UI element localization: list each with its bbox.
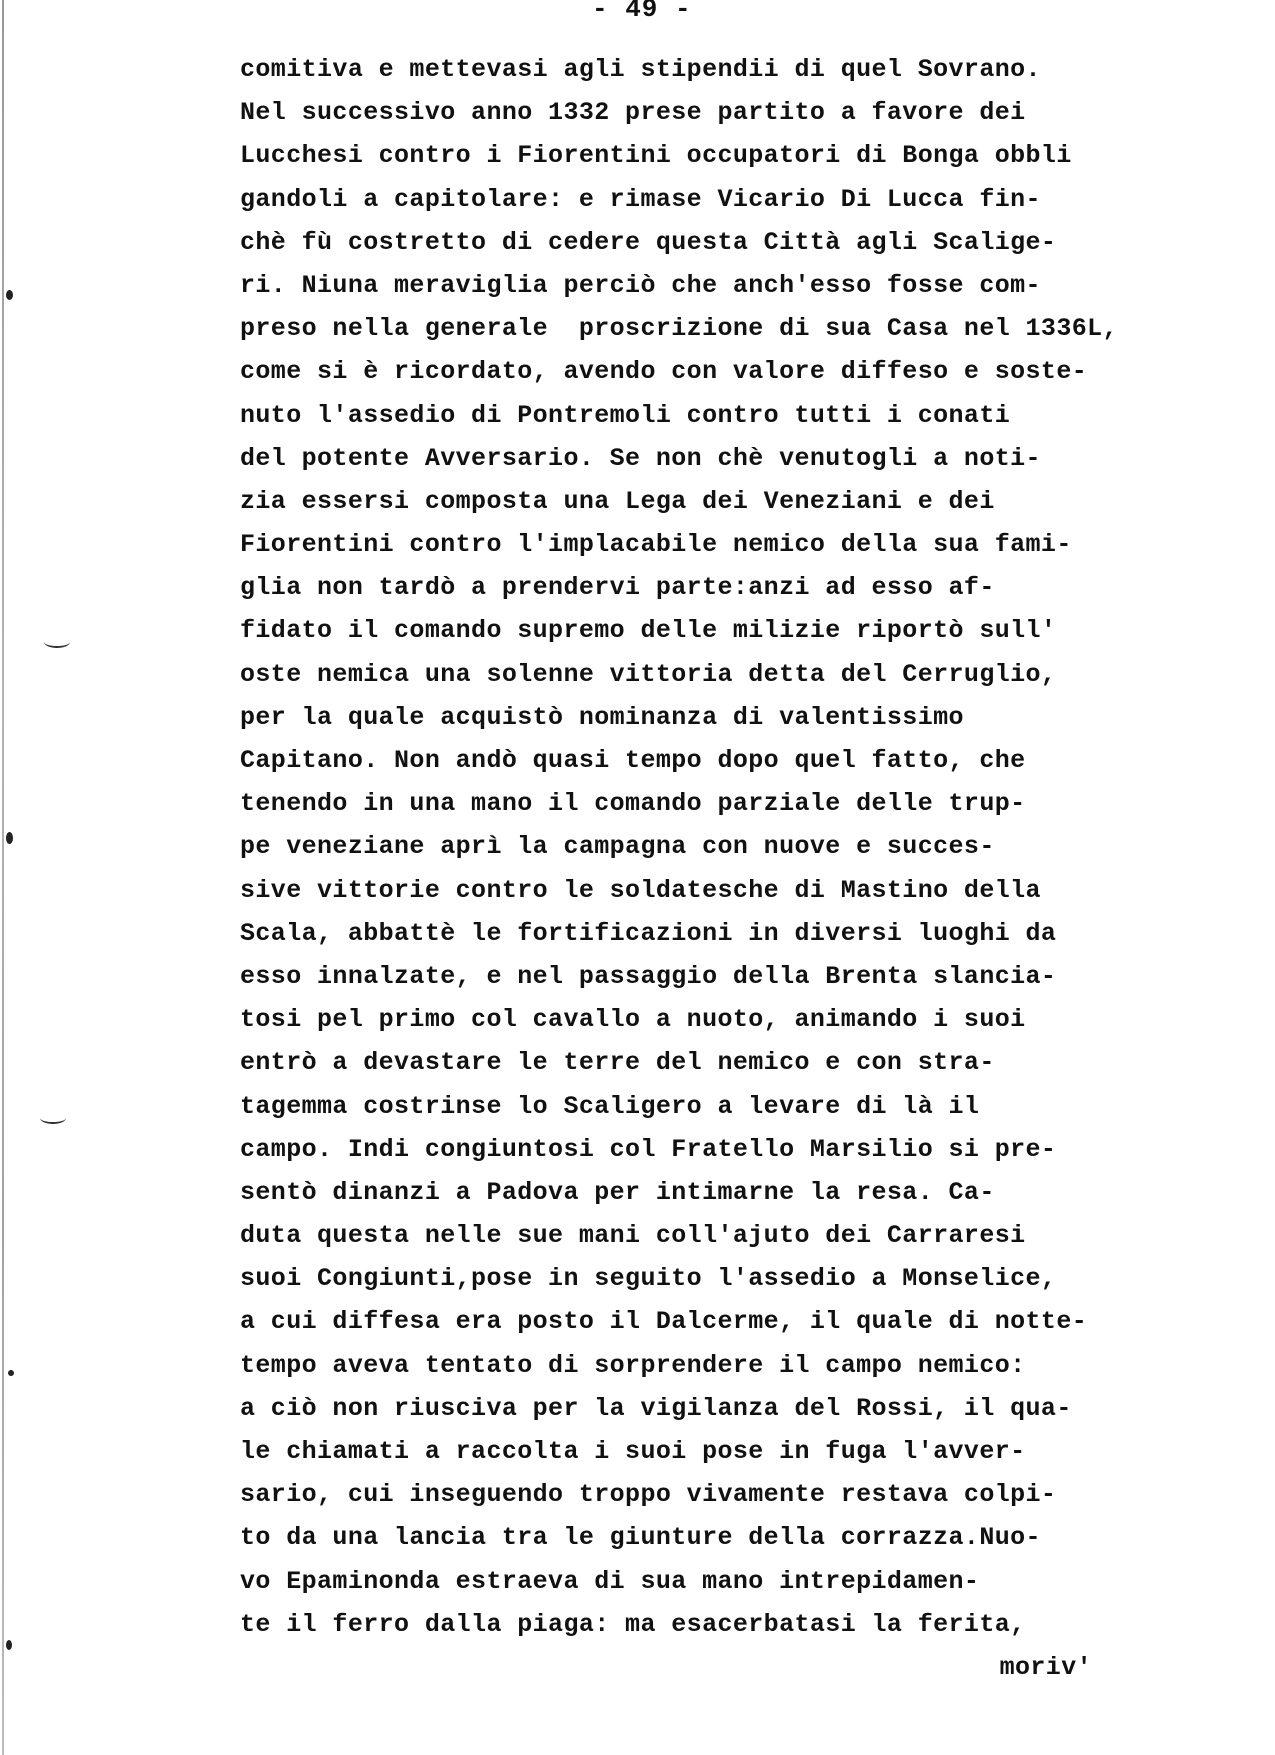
scan-mark xyxy=(40,1112,66,1124)
text-line: pe veneziane aprì la campagna con nuove e succes- xyxy=(240,832,995,862)
text-line: Capitano. Non andò quasi tempo dopo quel fatto, che xyxy=(240,746,1026,775)
text-line: comitiva e mettevasi agli stipendii di quel Sovrano. xyxy=(240,55,1041,84)
text-line: gandoli a capitolare: e rimase Vicario Di Lucca fin- xyxy=(240,184,1041,214)
text-line: oste nemica una solenne vittoria detta del Cerruglio, xyxy=(240,659,1057,689)
text-line: Lucchesi contro i Fiorentini occupatori di Bonga obbli xyxy=(240,141,1072,171)
text-line: sario, cui inseguendo troppo vivamente restava colpi- xyxy=(240,1480,1057,1510)
text-line: campo. Indi congiuntosi col Fratello Marsilio si pre- xyxy=(240,1134,1057,1164)
text-line: a cui diffesa era posto il Dalcerme, il quale di notte- xyxy=(240,1307,1088,1337)
text-line: come si è ricordato, avendo con valore diffeso e soste- xyxy=(240,357,1088,387)
text-line: tenendo in una mano il comando parziale delle trup- xyxy=(240,789,1026,819)
text-line: preso nella generale proscrizione di sua Casa nel 1336L, xyxy=(240,314,1118,344)
text-line: suoi Congiunti,pose in seguito l'assedio a Monselice, xyxy=(240,1264,1057,1294)
text-line: tagemma costrinse lo Scaligero a levare di là il xyxy=(240,1091,980,1121)
text-line: chè fù costretto di cedere questa Città agli Scalige- xyxy=(240,227,1057,257)
scan-speck xyxy=(8,1370,14,1376)
text-line: tempo aveva tentato di sorprendere il campo nemico: xyxy=(240,1350,1026,1380)
text-line: nuto l'assedio di Pontremoli contro tutti i conati xyxy=(240,400,1011,430)
text-line: tosi pel primo col cavallo a nuoto, animando i suoi xyxy=(240,1005,1026,1035)
text-line: del potente Avversario. Se non chè venutogli a noti- xyxy=(240,443,1041,473)
page-number: - 49 - xyxy=(592,0,692,24)
catchword: moriv' xyxy=(999,1652,1092,1682)
text-line: per la quale acquistò nominanza di valentissimo xyxy=(240,702,964,732)
text-line: duta questa nelle sue mani coll'ajuto dei Carraresi xyxy=(240,1221,1026,1251)
text-line: Fiorentini contro l'implacabile nemico della sua fami- xyxy=(240,530,1072,560)
text-line: a ciò non riusciva per la vigilanza del Rossi, il qua- xyxy=(240,1393,1072,1423)
text-line: te il ferro dalla piaga: ma esacerbatasi la ferita, xyxy=(240,1609,1026,1639)
text-line: vo Epaminonda estraeva di sua mano intrepidamen- xyxy=(240,1566,980,1596)
text-line: entrò a devastare le terre del nemico e con stra- xyxy=(240,1048,995,1078)
scan-mark xyxy=(44,636,70,648)
text-line: Scala, abbattè le fortificazioni in diversi luoghi da xyxy=(240,918,1057,948)
text-line: ri. Niuna meraviglia perciò che anch'esso fosse com- xyxy=(240,270,1041,300)
text-line: le chiamati a raccolta i suoi pose in fuga l'avver- xyxy=(240,1437,1026,1466)
text-line: zia essersi composta una Lega dei Veneziani e dei xyxy=(240,486,995,516)
text-line: esso innalzate, e nel passaggio della Brenta slancia- xyxy=(240,961,1057,991)
text-line: sive vittorie contro le soldatesche di Mastino della xyxy=(240,875,1041,905)
scan-speck xyxy=(6,1640,12,1650)
body-text xyxy=(240,48,1120,1689)
scan-speck xyxy=(6,290,13,300)
text-line: fidato il comando supremo delle milizie riportò sull' xyxy=(240,616,1057,646)
scan-margin-edge xyxy=(2,0,4,1755)
text-line: Nel successivo anno 1332 prese partito a favore dei xyxy=(240,98,1026,128)
text-line: sentò dinanzi a Padova per intimarne la resa. Ca- xyxy=(240,1177,995,1207)
scan-speck xyxy=(6,832,13,844)
text-line: glia non tardò a prendervi parte:anzi ad esso af- xyxy=(240,573,995,603)
text-line: to da una lancia tra le giunture della corrazza.Nuo- xyxy=(240,1523,1041,1553)
